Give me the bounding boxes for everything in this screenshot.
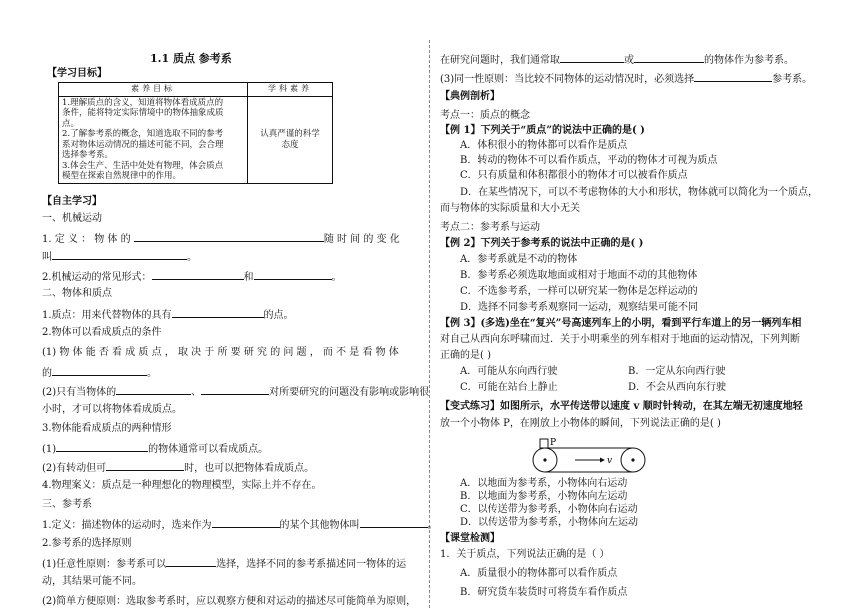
section-heading: 【典例剖析】 bbox=[440, 91, 500, 102]
text-line: 正确的是( ) bbox=[440, 350, 491, 361]
velocity-arrowhead bbox=[600, 458, 605, 463]
label-v: v bbox=[607, 456, 613, 466]
table-header-goals: 素养目标 bbox=[59, 83, 248, 97]
answer-option: C．不选参考系，一样可以研究某一物体是怎样运动的 bbox=[460, 286, 698, 297]
question-title: 【例 2】下列关于参考系的说法中正确的是( ) bbox=[440, 238, 644, 249]
goals-heading: 【学习目标】 bbox=[47, 68, 107, 79]
section-heading: 一、机械运动 bbox=[42, 213, 102, 224]
text-line: 对自己从西向东呼啸而过．关于小明乘坐的列车相对于地面的运动情况，下列判断 bbox=[440, 334, 800, 345]
text-line: (1) 的物体通常可以看成质点。 bbox=[42, 444, 269, 455]
text-line: 3.物体能看成质点的两种情形 bbox=[42, 423, 172, 434]
text-line: 放一个小物体 P，在刚放上小物体的瞬间，下列说法正确的是( ) bbox=[440, 418, 721, 429]
table-header-literacy: 学科素养 bbox=[248, 83, 333, 97]
goal-line: 系对物体运动情况的描述可能不同，会合理 bbox=[62, 139, 224, 150]
goal-line: 点。 bbox=[62, 118, 80, 129]
text-line: 2.机械运动的常见形式： 和 。 bbox=[42, 272, 342, 283]
section-heading: 三、参考系 bbox=[42, 499, 92, 510]
text-line: 1.定义：描述物体的运动时，选来作为 的某个其他物体叫 。 bbox=[42, 520, 438, 531]
literacy-line: 认真严谨的科学 bbox=[260, 129, 320, 139]
left-text bbox=[42, 0, 438, 608]
answer-option: B．研究货车装货时可将货车看作质点 bbox=[460, 587, 628, 598]
answer-option: D．以传送带为参考系，小物体向左运动 bbox=[460, 517, 639, 528]
left-pulley-axle bbox=[543, 458, 546, 461]
page-title: 1.1 质点 参考系 bbox=[150, 52, 232, 65]
section-heading: 【课堂检测】 bbox=[440, 533, 500, 544]
object-p bbox=[540, 439, 548, 448]
answer-option: D．选择不同参考系观察同一运动，观察结果可能不同 bbox=[460, 302, 699, 313]
text-line: 的 。 bbox=[42, 368, 157, 379]
answer-option: A．质量很小的物体都可以看作质点 bbox=[460, 568, 618, 579]
text-line: 4.物理案义：质点是一种理想化的物理模型，实际上并不存在。 bbox=[42, 480, 322, 491]
section-heading: 【自主学习】 bbox=[42, 196, 102, 207]
text-line: 考点二：参考系与运动 bbox=[440, 222, 540, 233]
question-title: 【例 3】(多选)坐在“复兴”号高速列车上的小明，看到平行车道上的另一辆列车相 bbox=[440, 318, 802, 329]
answer-option: D．不会从西向东行驶 bbox=[628, 382, 727, 393]
text-line: 2.物体可以看成质点的条件 bbox=[42, 327, 162, 338]
text-line: 考点一：质点的概念 bbox=[440, 110, 530, 121]
text-line: 1. 定 义 ： 物 体 的 随 时 间 的 变 化 bbox=[42, 234, 400, 245]
text-line: (2)只有当物体的 、 对所要研究的问题没有影响或影响很 bbox=[42, 387, 430, 398]
text-line: (1) 物 体 能 否 看 成 质 点 ， 取 决 于 所 要 研 究 的 问 题 ， 而 不 是 看 物 体 bbox=[42, 347, 399, 358]
text-line: 叫 。 bbox=[42, 252, 197, 263]
goal-line: 2.了解参考系的概念，知道选取不同的参考 bbox=[62, 129, 224, 139]
goal-line: 1.理解质点的含义，知道将物体看成质点的 bbox=[62, 97, 224, 108]
answer-option: A．参考系就是不动的物体 bbox=[460, 254, 578, 265]
text-line: 1.质点：用来代替物体的具有 的点。 bbox=[42, 310, 294, 321]
answer-option: C．只有质量和体积都很小的物体才可以被看作质点 bbox=[460, 170, 688, 181]
text-line: 在研究问题时，我们通常取 或 的物体作为参考系。 bbox=[440, 55, 794, 66]
answer-option: A．可能从东向西行驶 bbox=[460, 366, 558, 377]
text-line: 小时，才可以将物体看成质点。 bbox=[42, 404, 182, 415]
text-line: 而与物体的实际质量和大小无关 bbox=[440, 203, 580, 214]
text-line: (2)简单方便原则：选取参考系时，应以观察方便和对运动的描述尽可能简单为原则， bbox=[42, 596, 417, 607]
goal-line: 3.体会生产、生活中处处有物理，体会质点 bbox=[62, 160, 224, 171]
answer-option: B．参考系必须选取地面或相对于地面不动的其他物体 bbox=[460, 270, 698, 281]
right-pulley-axle bbox=[631, 458, 634, 461]
answer-option: C．可能在站台上静止 bbox=[460, 382, 558, 393]
answer-option: A．以地面为参考系，小物体向右运动 bbox=[460, 478, 628, 489]
right-text bbox=[440, 0, 830, 608]
literacy-line: 态度 bbox=[281, 139, 299, 150]
text-line: (3)同一性原则：当比较不同物体的运动情况时，必须选择 参考系。 bbox=[440, 74, 813, 85]
goal-line: 模型在探索自然规律中的作用。 bbox=[62, 171, 182, 181]
question-title: 【变式练习】如图所示，水平传送带以速度 v 顺时针转动，在其左端无初速度地轻 bbox=[440, 401, 803, 412]
answer-option: C．以传送带为参考系，小物体向右运动 bbox=[460, 504, 638, 515]
answer-option: D．在某些情况下，可以不考虑物体的大小和形状，物体就可以简化为一个质点， bbox=[460, 187, 819, 198]
conveyor-belt-figure bbox=[530, 436, 650, 478]
question-title: 1．关于质点，下列说法正确的是（ ） bbox=[440, 549, 610, 560]
section-heading: 二、物体和质点 bbox=[42, 288, 112, 299]
text-line: 2.参考系的选择原则 bbox=[42, 538, 132, 549]
answer-option: B．转动的物体不可以看作质点，平动的物体才可视为质点 bbox=[460, 155, 718, 166]
label-p: P bbox=[550, 438, 557, 448]
goal-line: 条件，能将特定实际情境中的物体抽象成质 bbox=[62, 108, 224, 118]
text-line: 动，其结果可能不同。 bbox=[42, 576, 142, 587]
text-line: (2)有转动但可 时，也可以把物体看成质点。 bbox=[42, 463, 315, 474]
goal-line: 选择参考系。 bbox=[62, 150, 114, 160]
question-title: 【例 1】下列关于“质点”的说法中正确的是( ) bbox=[440, 125, 645, 136]
text-line: (1)任意性原则：参考系可以 选择，选择不同的参考系描述同一物体的运 bbox=[42, 559, 407, 570]
answer-option: B．一定从东向西行驶 bbox=[628, 366, 726, 377]
answer-option: B．以地面为参考系，小物体向左运动 bbox=[460, 491, 628, 502]
answer-option: A．体积很小的物体都可以看作是质点 bbox=[460, 140, 628, 151]
